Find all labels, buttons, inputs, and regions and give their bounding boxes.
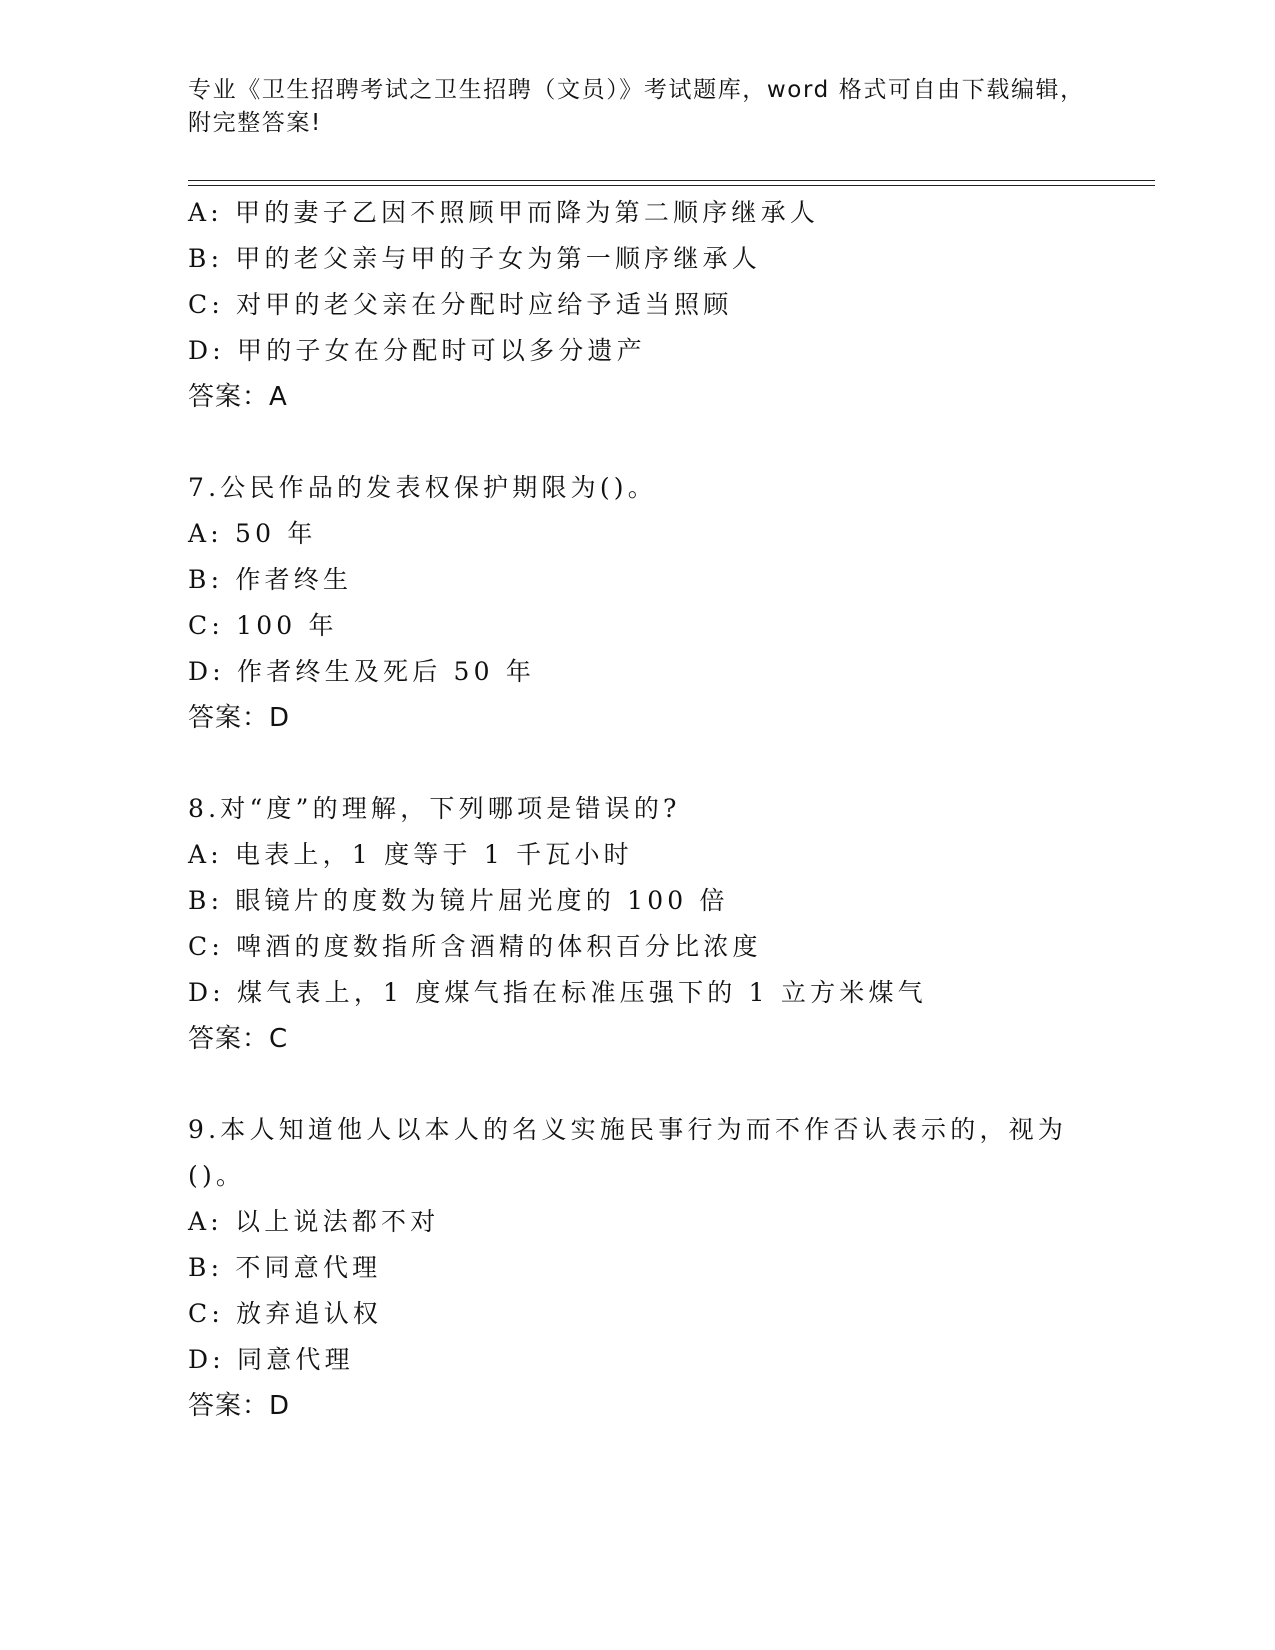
question-stem: 8.对“度”的理解，下列哪项是错误的? (188, 794, 681, 823)
option-c: C: 放弃追认权 (188, 1299, 383, 1328)
option-c: C: 啤酒的度数指所含酒精的体积百分比浓度 (188, 932, 762, 961)
question-block-8 (188, 786, 1088, 1062)
question-stem: 7.公民作品的发表权保护期限为()。 (188, 473, 657, 502)
document-header: 专业《卫生招聘考试之卫生招聘（文员）》考试题库，word 格式可自由下载编辑，附完整答案! (188, 77, 1085, 136)
header-divider-top (188, 180, 1155, 181)
question-stem-line-1: 9.本人知道他人以本人的名义实施民事行为而不作否认表示的，视为 (188, 1115, 1068, 1144)
option-b: B: 甲的老父亲与甲的子女为第一顺序继承人 (188, 244, 761, 273)
answer: 答案：D (188, 1391, 291, 1421)
option-d: D: 甲的子女在分配时可以多分遗产 (188, 336, 646, 365)
option-c: C: 对甲的老父亲在分配时应给予适当照顾 (188, 290, 733, 319)
question-list (188, 190, 1088, 1429)
question-block-6 (188, 190, 1088, 420)
option-a: A: 电表上，1 度等于 1 千瓦小时 (188, 840, 633, 869)
answer: 答案：C (188, 1024, 289, 1054)
option-a: A: 50 年 (188, 519, 317, 548)
question-block-7 (188, 465, 1088, 741)
option-c: C: 100 年 (188, 611, 338, 640)
answer: 答案：A (188, 382, 288, 412)
option-a: A: 以上说法都不对 (188, 1207, 440, 1236)
answer: 答案：D (188, 703, 291, 733)
question-block-9 (188, 1107, 1088, 1429)
option-d: D: 煤气表上，1 度煤气指在标准压强下的 1 立方米煤气 (188, 978, 927, 1007)
option-a: A: 甲的妻子乙因不照顾甲而降为第二顺序继承人 (188, 198, 820, 227)
option-b: B: 作者终生 (188, 565, 353, 594)
header-divider-bottom (188, 185, 1155, 186)
option-b: B: 不同意代理 (188, 1253, 382, 1282)
question-stem-line-2: ()。 (188, 1161, 246, 1190)
option-b: B: 眼镜片的度数为镜片屈光度的 100 倍 (188, 886, 729, 915)
option-d: D: 作者终生及死后 50 年 (188, 657, 536, 686)
option-d: D: 同意代理 (188, 1345, 354, 1374)
